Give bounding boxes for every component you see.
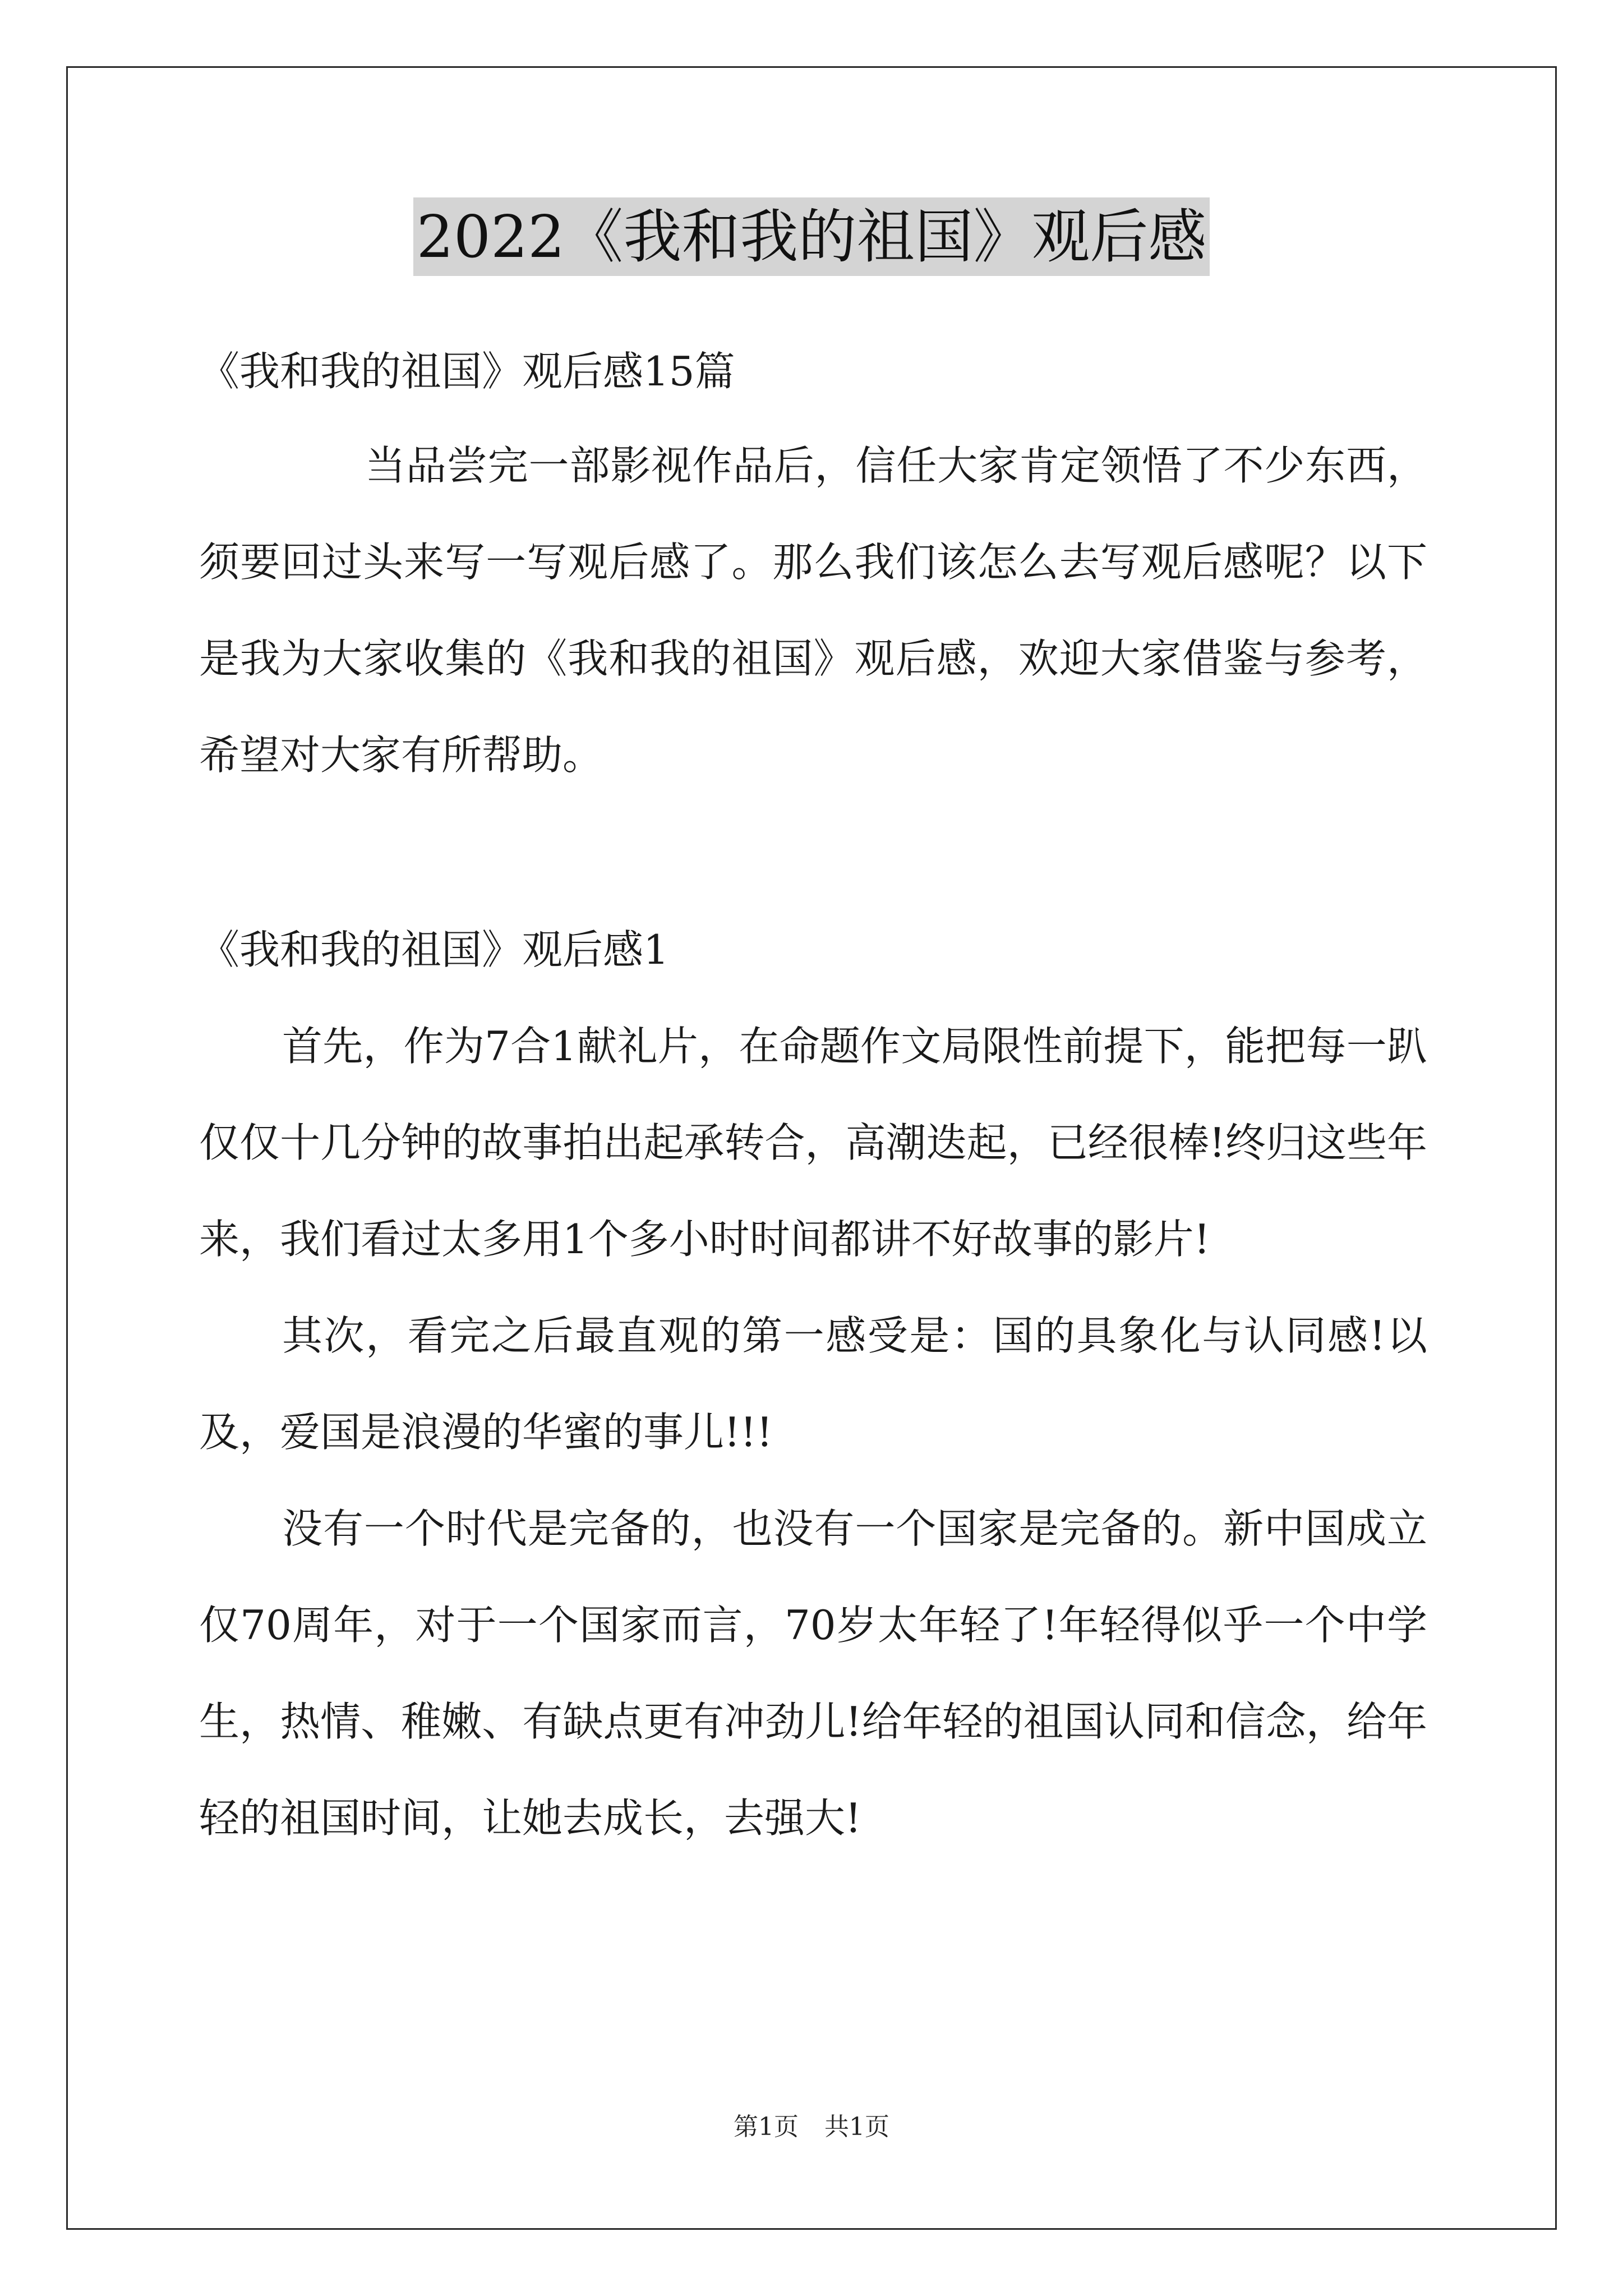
intro-paragraph: 当品尝完一部影视作品后，信任大家肯定领悟了不少东西，须要回过头来写一写观后感了。那么我们该怎么去写观后感呢？以下是我为大家收集的《我和我的祖国》观后感，欢迎大家借鉴与参考，希望对大家有所帮助。 xyxy=(199,442,1427,779)
document-body xyxy=(199,337,1427,1866)
title-container xyxy=(0,197,1623,276)
section-heading: 《我和我的祖国》观后感1 xyxy=(199,926,669,973)
document-title: 2022《我和我的祖国》观后感 xyxy=(413,197,1210,276)
document-subtitle: 《我和我的祖国》观后感15篇 xyxy=(199,348,735,395)
body-paragraph-1: 首先，作为7合1献礼片，在命题作文局限性前提下，能把每一趴仅仅十几分钟的故事拍出起承转合，高潮迭起，已经很棒!终归这些年来，我们看过太多用1个多小时时间都讲不好故事的影片! xyxy=(199,1023,1427,1263)
page-footer xyxy=(0,2110,1623,2144)
body-paragraph-3: 没有一个时代是完备的，也没有一个国家是完备的。新中国成立仅70周年，对于一个国家而言，70岁太年轻了!年轻得似乎一个中学生，热情、稚嫩、有缺点更有冲劲儿!给年轻的祖国认同和信念，给年轻的祖国时间，让她去成长，去强大! xyxy=(199,1505,1427,1842)
page-number-current: 第1页 xyxy=(734,2113,799,2141)
section-spacer xyxy=(199,803,1427,901)
page-number-total: 共1页 xyxy=(824,2113,889,2141)
body-paragraph-2: 其次，看完之后最直观的第一感受是：国的具象化与认同感!以及，爱国是浪漫的华蜜的事儿!!! xyxy=(199,1312,1427,1456)
